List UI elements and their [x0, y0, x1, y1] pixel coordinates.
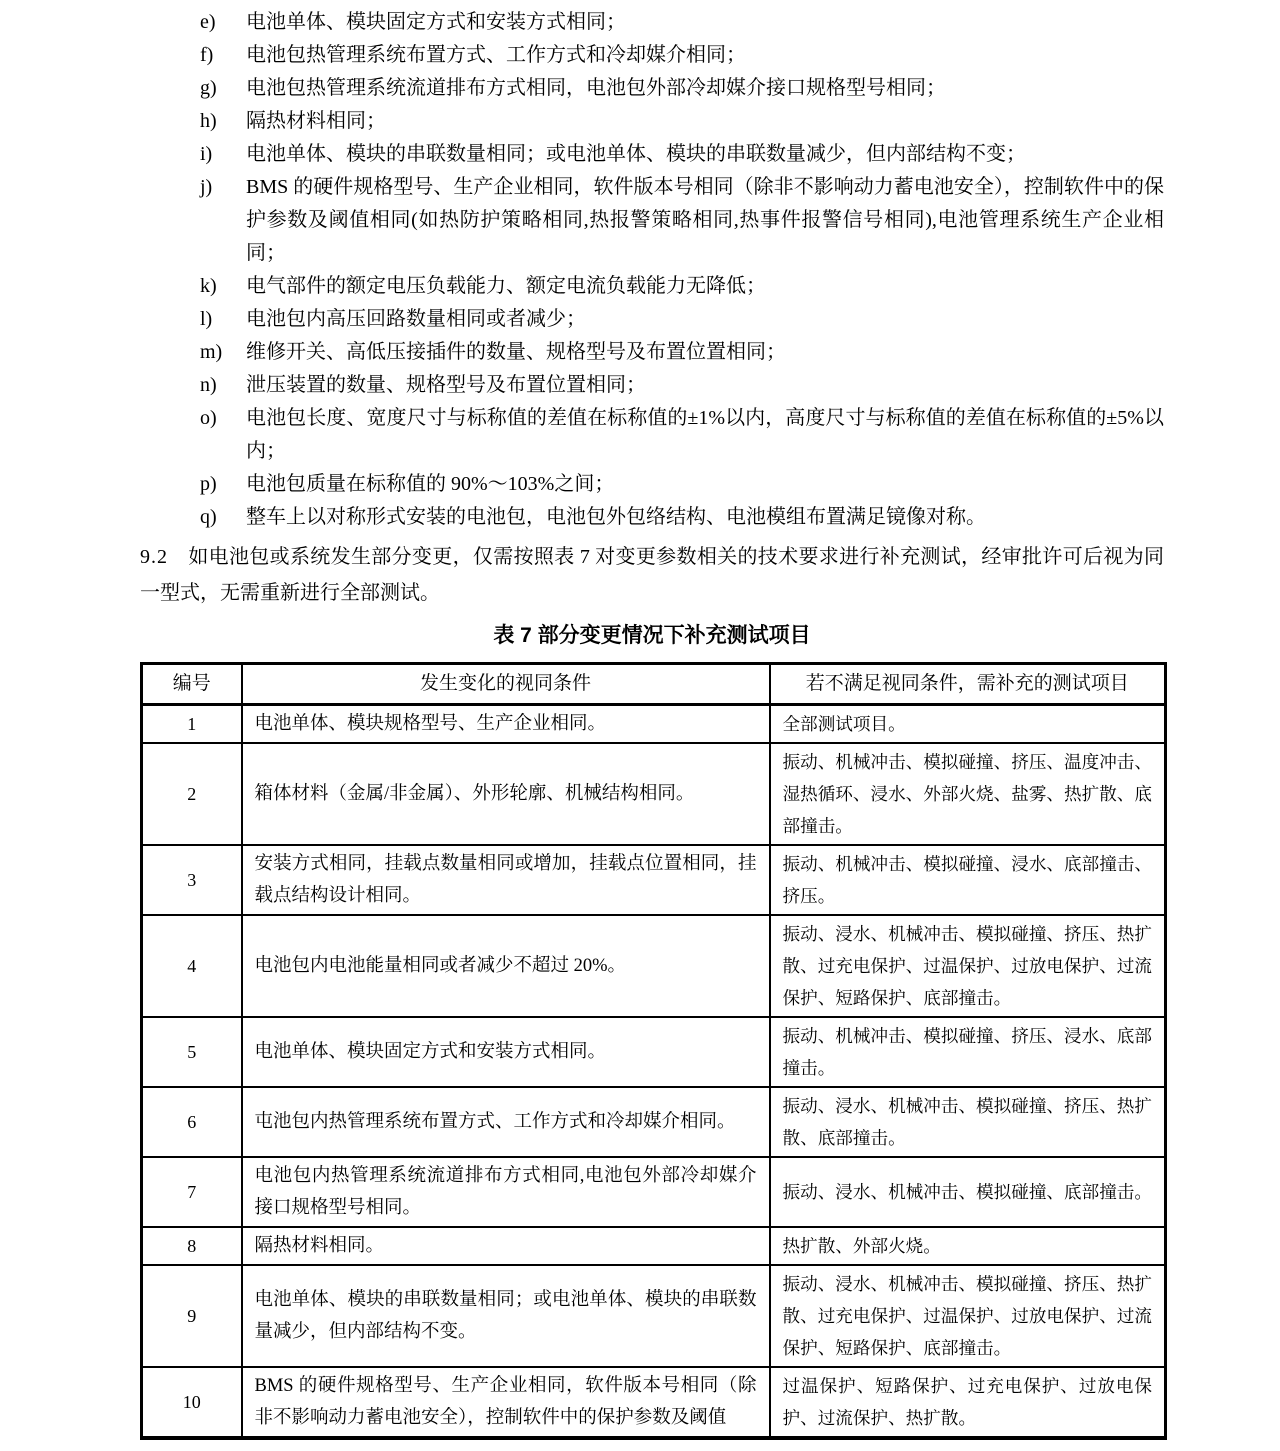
list-item-text: 电池单体、模块固定方式和安装方式相同； — [246, 11, 626, 33]
table-row — [142, 1157, 1166, 1227]
list-item — [140, 468, 1164, 501]
list-item-label: n) — [200, 374, 217, 396]
row-condition: 安装方式相同，挂载点数量相同或增加，挂载点位置相同，挂载点结构设计相同。 — [242, 845, 770, 915]
row-tests: 振动、机械冲击、模拟碰撞、浸水、底部撞击、挤压。 — [770, 845, 1166, 915]
table-7-caption: 表 7 部分变更情况下补充测试项目 — [493, 624, 811, 647]
row-tests: 振动、机械冲击、模拟碰撞、挤压、温度冲击、湿热循环、浸水、外部火烧、盐雾、热扩散、底部撞击。 — [770, 743, 1166, 845]
list-item-label: o) — [200, 407, 217, 429]
header-tests: 若不满足视同条件，需补充的测试项目 — [770, 664, 1166, 705]
table-header-row — [142, 664, 1166, 705]
list-item — [140, 402, 1164, 468]
row-number: 4 — [142, 915, 242, 1017]
list-item-text: 电池单体、模块的串联数量相同；或电池单体、模块的串联数量减少，但内部结构不变； — [246, 143, 1026, 165]
section-number: 9.2 — [140, 546, 168, 568]
list-item-text: 整车上以对称形式安装的电池包，电池包外包络结构、电池模组布置满足镜像对称。 — [246, 506, 986, 528]
row-tests: 振动、浸水、机械冲击、模拟碰撞、底部撞击。 — [770, 1157, 1166, 1227]
list-item-text: 隔热材料相同； — [246, 110, 386, 132]
row-condition: 电池单体、模块规格型号、生产企业相同。 — [242, 705, 770, 744]
list-item — [140, 270, 1164, 303]
row-number: 1 — [142, 705, 242, 744]
header-number: 编号 — [142, 664, 242, 705]
table-row — [142, 1227, 1166, 1265]
row-tests: 振动、浸水、机械冲击、模拟碰撞、挤压、热扩散、过充电保护、过温保护、过放电保护、过流保护、短路保护、底部撞击。 — [770, 915, 1166, 1017]
table-row — [142, 1087, 1166, 1157]
row-condition: 隔热材料相同。 — [242, 1227, 770, 1265]
list-item-text: 电池包长度、宽度尺寸与标称值的差值在标称值的±1%以内，高度尺寸与标称值的差值在标称值的±5%以内； — [246, 407, 1164, 462]
list-item-label: q) — [200, 506, 217, 528]
row-number: 5 — [142, 1017, 242, 1087]
list-item-label: l) — [200, 308, 213, 330]
list-item — [140, 171, 1164, 270]
row-condition: 电池单体、模块固定方式和安装方式相同。 — [242, 1017, 770, 1087]
list-item-text: 电池包热管理系统布置方式、工作方式和冷却媒介相同； — [246, 44, 746, 66]
row-number: 2 — [142, 743, 242, 845]
row-number: 3 — [142, 845, 242, 915]
list-item-label: p) — [200, 473, 217, 495]
list-item — [140, 501, 1164, 534]
list-item-label: e) — [200, 11, 216, 33]
list-item-label: f) — [200, 44, 214, 66]
list-item-text: 维修开关、高低压接插件的数量、规格型号及布置位置相同； — [246, 341, 786, 363]
list-item-text: 电池包质量在标称值的 90%～103%之间； — [246, 473, 615, 495]
row-condition: BMS 的硬件规格型号、生产企业相同，软件版本号相同（除非不影响动力蓄电池安全），控制软件中的保护参数及阈值 — [242, 1367, 770, 1438]
list-item-label: j) — [200, 176, 213, 198]
row-number: 6 — [142, 1087, 242, 1157]
row-tests: 过温保护、短路保护、过充电保护、过放电保护、过流保护、热扩散。 — [770, 1367, 1166, 1438]
row-number: 9 — [142, 1265, 242, 1367]
list-item-label: i) — [200, 143, 213, 165]
table-row — [142, 705, 1166, 744]
row-condition: 电池包内电池能量相同或者减少不超过 20%。 — [242, 915, 770, 1017]
list-item-text: 电池包热管理系统流道排布方式相同，电池包外部冷却媒介接口规格型号相同； — [246, 77, 946, 99]
row-tests: 振动、机械冲击、模拟碰撞、挤压、浸水、底部撞击。 — [770, 1017, 1166, 1087]
table-row — [142, 915, 1166, 1017]
list-item-text: 电气部件的额定电压负载能力、额定电流负载能力无降低； — [246, 275, 766, 297]
table-row — [142, 845, 1166, 915]
row-condition: 电池单体、模块的串联数量相同；或电池单体、模块的串联数量减少，但内部结构不变。 — [242, 1265, 770, 1367]
row-tests: 振动、浸水、机械冲击、模拟碰撞、挤压、热扩散、底部撞击。 — [770, 1087, 1166, 1157]
row-condition: 屯池包内热管理系统布置方式、工作方式和冷却媒介相同。 — [242, 1087, 770, 1157]
list-item — [140, 39, 1164, 72]
row-tests: 振动、浸水、机械冲击、模拟碰撞、挤压、热扩散、过充电保护、过温保护、过放电保护、过流保护、短路保护、底部撞击。 — [770, 1265, 1166, 1367]
row-condition: 电池包内热管理系统流道排布方式相同,电池包外部冷却媒介接口规格型号相同。 — [242, 1157, 770, 1227]
list-item — [140, 72, 1164, 105]
list-item — [140, 6, 1164, 39]
table-header — [142, 664, 1166, 705]
table-row — [142, 1367, 1166, 1438]
row-condition: 箱体材料（金属/非金属）、外形轮廓、机械结构相同。 — [242, 743, 770, 845]
list-item-label: m) — [200, 341, 223, 363]
row-number: 10 — [142, 1367, 242, 1438]
list-item-text: 泄压装置的数量、规格型号及布置位置相同； — [246, 374, 646, 396]
list-item — [140, 369, 1164, 402]
table-row — [142, 1265, 1166, 1367]
list-item — [140, 105, 1164, 138]
list-item — [140, 303, 1164, 336]
list-item-text: 电池包内高压回路数量相同或者减少； — [246, 308, 586, 330]
row-number: 8 — [142, 1227, 242, 1265]
row-number: 7 — [142, 1157, 242, 1227]
table-row — [142, 1017, 1166, 1087]
header-condition: 发生变化的视同条件 — [242, 664, 770, 705]
list-item-text: BMS 的硬件规格型号、生产企业相同，软件版本号相同（除非不影响动力蓄电池安全），控制软件中的保护参数及阈值相同(如热防护策略相同,热报警策略相同,热事件报警信号相同),电池管理系统生产企业相同； — [246, 176, 1164, 264]
list-item-label: k) — [200, 275, 217, 297]
list-item — [140, 138, 1164, 171]
table-7 — [140, 662, 1167, 1440]
table-row — [142, 743, 1166, 845]
list-item-label: h) — [200, 110, 217, 132]
section-9-2-paragraph — [140, 539, 1164, 611]
row-tests: 热扩散、外部火烧。 — [770, 1227, 1166, 1265]
section-text: 如电池包或系统发生部分变更，仅需按照表 7 对变更参数相关的技术要求进行补充测试，经审批许可后视为同一型式，无需重新进行全部测试。 — [140, 546, 1164, 604]
row-tests: 全部测试项目。 — [770, 705, 1166, 744]
table-body — [142, 705, 1166, 1439]
list-item — [140, 336, 1164, 369]
clause-list — [140, 6, 1164, 534]
list-item-label: g) — [200, 77, 217, 99]
